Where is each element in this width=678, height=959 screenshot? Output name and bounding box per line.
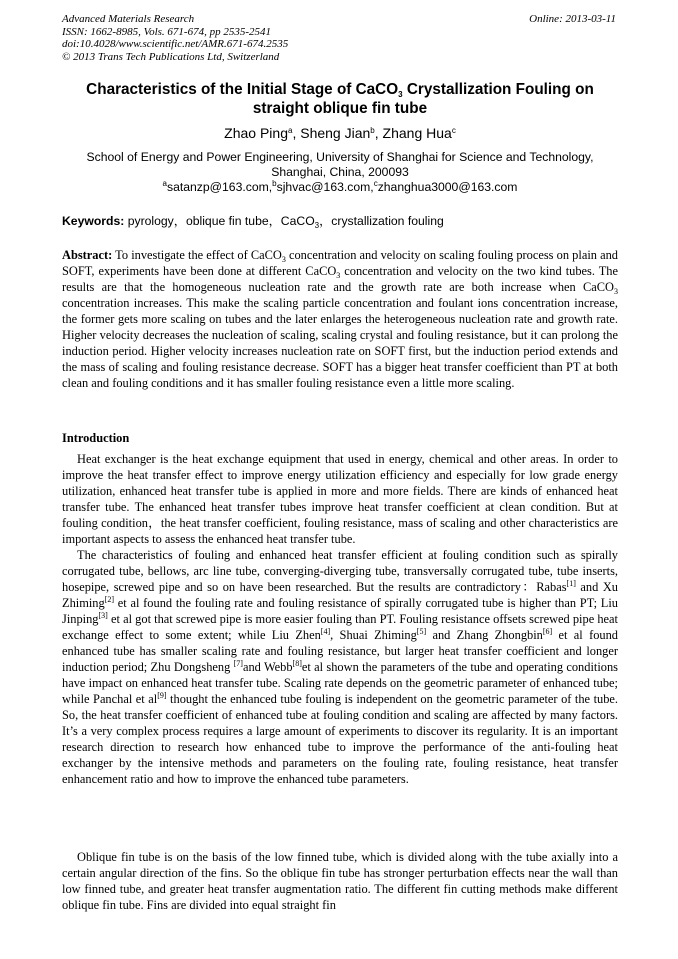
intro-text: , Shuai Zhiming [330,628,417,642]
email-a: satanzp@163.com, [166,180,273,195]
affiliation [62,150,618,196]
title-line2: straight oblique fin tube [252,100,428,117]
intro-text: The characteristics of fouling and enhanced heat transfer efficient at fouling condition such as spirally corrugated tube, bellows, arc line tube, converging-diverging tube, transversally corrugated tube, tube inserts, hosepipe, screwed pipe and so on have been researched. But the results are contradictory：Rabas [62,548,618,594]
intro-paragraph-3-wrap [62,849,618,913]
citation-5: [5] [416,627,427,636]
abstract-label: Abstract: [62,248,113,262]
abstract-text: concentration and velocity on scaling fouling process on plain and SOFT, experiments have been done at different CaCO [62,248,618,278]
citation-4: [4] [320,627,331,636]
intro-paragraph-3: Oblique fin tube is on the basis of the low finned tube, which is divided along with the tube axially into a certain angular direction of the fins. So the oblique fin tube has stronger perturbation effects near the wall than low finned tube, and greater heat transfer augmentation ratio. The different fin cutting methods make different oblique fin tube. Fins are divided into equal straight fin [62,850,618,912]
author-separator: , [292,125,301,141]
intro-paragraph-2 [62,547,618,787]
citation-1: [1] [566,579,576,588]
copyright-line: © 2013 Trans Tech Publications Ltd, Switzerland [62,50,280,63]
intro-text: et al found enhanced tube has smaller scaling rate and fouling resistance, but larger heat transfer coefficient and longer induction period; Zhu Dongsheng [62,628,618,674]
email-mark-b: b [272,179,277,189]
abstract-subscript: 3 [614,287,618,296]
abstract-text: concentration increases. This make the scaling particle concentration and foulant ions concentration increase, the former gets more scaling on tubes and the later enlarges the heterogeneous nucleation rate and growth rate. Higher velocity decreases the nucleation of scaling, scaling crystal and fouling resistance, but it can prolong the induction period. Higher velocity increases nucleation rate on SOFT first, but the induction period extends and the mass of scaling and fouling resistance decrease. SOFT has a bigger heat transfer coefficient than PT at both clean and fouling conditions and it has smaller fouling resistance even a little more scaling. [62,296,618,390]
email-mark-a: a [162,179,167,189]
intro-text: et al got that screwed pipe is more easier fouling than PT. Fouling resistance offsets screwed pipe heat exchange effect to some extent; while Liu Zhen [62,612,618,642]
title-part-a: Characteristics of the Initial Stage of CaCO [86,81,399,98]
emails [62,180,618,195]
abstract-subscript: 3 [281,255,286,264]
abstract-text: concentration and velocity on the two kind tubes. The results are that the homogeneous nucleation rate and the growth rate are both increase when CaCO [62,264,618,294]
abstract-subscript: 3 [336,271,341,280]
author-1: Zhao Ping [224,125,288,141]
citation-9: [9] [157,691,167,700]
keywords-subscript: 3 [314,221,320,230]
intro-paragraph-1: Heat exchanger is the heat exchange equipment that used in energy, chemical and other areas. In order to improve the heat transfer effect to improve energy utilization efficiency and especially for low grade energy utilization, enhanced heat transfer tube is applied in more and more fields. There are kinds of enhanced heat transfer tube. The enhanced heat transfer tubes improve heat transfer coefficient at clean condition. But at fouling condition，the heat transfer coefficient, fouling resistance, mass of scaling and other characteristics are important aspects to assess the enhanced heat transfer tube. [62,452,618,546]
citation-7: [7] [233,659,243,668]
citation-2: [2] [104,595,115,604]
journal-header [62,13,618,63]
citation-3: [3] [98,611,108,620]
journal-name: Advanced Materials Research [62,13,195,25]
authors [62,124,618,142]
affiliation-line2: Shanghai, China, 200093 [271,165,409,180]
issn-line: ISSN: 1662-8985, Vols. 671-674, pp 2535-2541 [62,25,271,38]
author-2: Sheng Jian [300,125,371,141]
author-2-mark: b [370,126,375,135]
citation-6: [6] [542,627,553,636]
keywords-part1: pyrology，oblique fin tube，CaCO [124,214,315,228]
citation-8: [8] [292,659,302,668]
abstract [62,247,618,391]
intro-text: et al shown the parameters of the tube and operating conditions have impact on enhanced heat transfer tube. Scaling rate depends on the geometric parameter of enhanced tube; while Panchal et al [62,660,618,706]
intro-text: and Webb [242,660,293,674]
keywords-label: Keywords: [62,214,125,228]
introduction-body [62,451,618,787]
paper-title [62,80,618,118]
title-part-b: Crystallization Fouling on [402,81,594,98]
author-3-mark: c [451,126,456,135]
title-subscript: 3 [398,90,403,99]
doi-line: doi:10.4028/www.scientific.net/AMR.671-674.2535 [62,38,289,50]
email-c: zhanghua3000@163.com [377,180,518,195]
intro-text: et al found the fouling rate and fouling resistance of spirally corrugated tube is higher than PT; Liu Jinping [62,596,618,626]
intro-text: and Zhang Zhongbin [426,628,543,642]
intro-text: and Xu Zhiming [62,580,618,610]
online-date: Online: 2013-03-11 [529,13,616,25]
keywords-part2: ，crystallization fouling [319,214,444,228]
author-1-mark: a [288,126,293,135]
intro-text: thought the enhanced tube fouling is independent on the geometric parameter of the tube. So, the heat transfer coefficient of enhanced tube at fouling condition and scaling are affected by many factors. It’s a very complex process requires a large amount of experiments to discover its regularity. It is an important research direction to research how enhanced tube to improve the performance of the anti-fouling heat exchanger by the intensive methods and parameters on the fouling rate, fouling resistance, heat transfer enhancement ratio and how to improve the enhanced tube parameters. [62,692,618,786]
author-3: Zhang Hua [382,125,452,141]
section-heading-introduction: Introduction [62,431,130,445]
keywords [62,214,618,229]
email-mark-c: c [373,179,378,189]
author-separator: , [374,125,383,141]
abstract-text: To investigate the effect of CaCO [112,248,282,262]
email-b: sjhvac@163.com, [276,180,374,195]
affiliation-line1: School of Energy and Power Engineering, University of Shanghai for Science and Technology, [86,150,594,164]
